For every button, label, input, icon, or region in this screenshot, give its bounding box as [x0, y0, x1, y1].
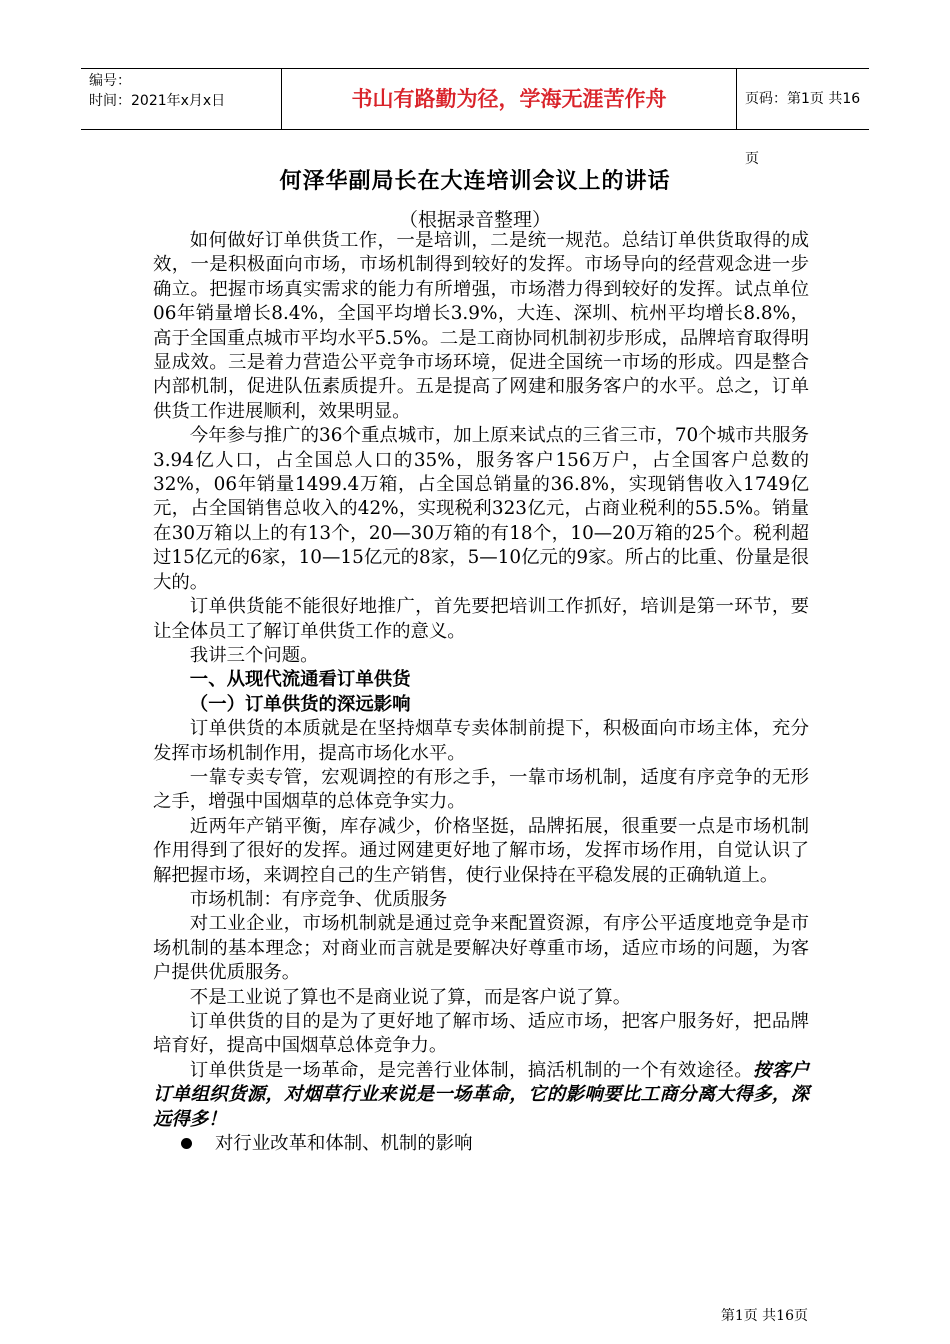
paragraph: 如何做好订单供货工作，一是培训，二是统一规范。总结订单供货取得的成效，一是积极面向市场，市场机制得到较好的发挥。市场导向的经营观念进一步确立。把握市场真实需求的能力有所增强，市场潜力得到较好的发挥。试点单位06年销量增长8.4%，全国平均增长3.9%，大连、深圳、杭州平均增长8.8%，高于全国重点城市平均水平5.5%。二是工商协同机制初步形成，品牌培育取得明显成效。三是着力营造公平竞争市场环境，促进全国统一市场的形成。四是整合内部机制，促进队伍素质提升。五是提高了网建和服务客户的水平。总之，订单供货工作进展顺利，效果明显。	[153, 230, 809, 422]
paragraph-text: 订单供货是一场革命，是完善行业体制，搞活机制的一个有效途径。	[189, 1059, 754, 1081]
paragraph: 近两年产销平衡，库存减少，价格坚挺，品牌拓展，很重要一点是市场机制作用得到了很好的发挥。通过网建更好地了解市场，发挥市场作用，自觉认识了解把握市场，来调控自己的生产销售，使行业保持在平稳发展的正确轨道上。	[153, 815, 809, 886]
paragraph-with-emphasis	[153, 1059, 809, 1132]
header-motto: 书山有路勤为径，学海无涯苦作舟	[281, 69, 737, 129]
paragraph: 订单供货能不能很好地推广，首先要把培训工作抓好，培训是第一环节，要让全体员工了解订单供货工作的意义。	[153, 596, 809, 642]
header-meta	[81, 69, 281, 129]
document-title: 何泽华副局长在大连培训会议上的讲话	[279, 169, 671, 194]
subsection-heading: （一）订单供货的深远影响	[189, 693, 411, 715]
section-heading: 一、从现代流通看订单供货	[189, 669, 411, 691]
bullet-dot-icon	[181, 1138, 192, 1149]
paragraph: 我讲三个问题。	[189, 644, 319, 666]
paragraph: 不是工业说了算也不是商业说了算，而是客户说了算。	[189, 986, 632, 1008]
paragraph: 订单供货的目的是为了更好地了解市场、适应市场，把客户服务好，把品牌培育好，提高中国烟草总体竞争力。	[153, 1011, 809, 1057]
paragraph: 市场机制：有序竞争、优质服务	[189, 888, 448, 910]
emphasis-text: 按客户订单组织货源，对烟草行业来说是一场革命，它的影响要比工商分离大得多，深远得多！	[153, 1059, 809, 1130]
number-label: 编号：	[89, 73, 131, 89]
document-body	[153, 229, 809, 1156]
document-header	[81, 68, 869, 167]
paragraph: 一靠专卖专管，宏观调控的有形之手，一靠市场机制，适度有序竞争的无形之手，增强中国烟草的总体竞争实力。	[153, 766, 809, 813]
header-page-info: 页码：第1页 共16页	[745, 91, 861, 167]
paragraph: 今年参与推广的36个重点城市，加上原来试点的三省三市，70个城市共服务3.94亿人口，占全国总人口的35%，服务客户156万户，占全国客户总数的32%，06年销量1499.4万箱，占全国总销量的36.8%，实现销售收入1749亿元，占全国销售总收入的42%，实现税利323亿元，占商业税利的55.5%。销量在30万箱以上的有13个，20—30万箱的有18个，10—20万箱的25个。税利超过15亿元的6家，10—15亿元的8家，5—10亿元的9家。所占的比重、份量是很大的。	[153, 425, 809, 593]
document-subtitle: （根据录音整理）	[398, 209, 551, 231]
time-label: 时间：2021年x月x日	[89, 93, 226, 109]
paragraph: 对工业企业，市场机制就是通过竞争来配置资源，有序公平适度地竞争是市场机制的基本理念；对商业而言就是要解决好尊重市场，适应市场的问题，为客户提供优质服务。	[153, 913, 809, 984]
bullet-text: 对行业改革和体制、机制的影响	[215, 1133, 473, 1155]
paragraph: 订单供货的本质就是在坚持烟草专卖体制前提下，积极面向市场主体，充分发挥市场机制作用，提高市场化水平。	[153, 718, 809, 764]
bullet-item	[153, 1132, 809, 1156]
page-footer: 第1页 共16页	[720, 1308, 808, 1324]
